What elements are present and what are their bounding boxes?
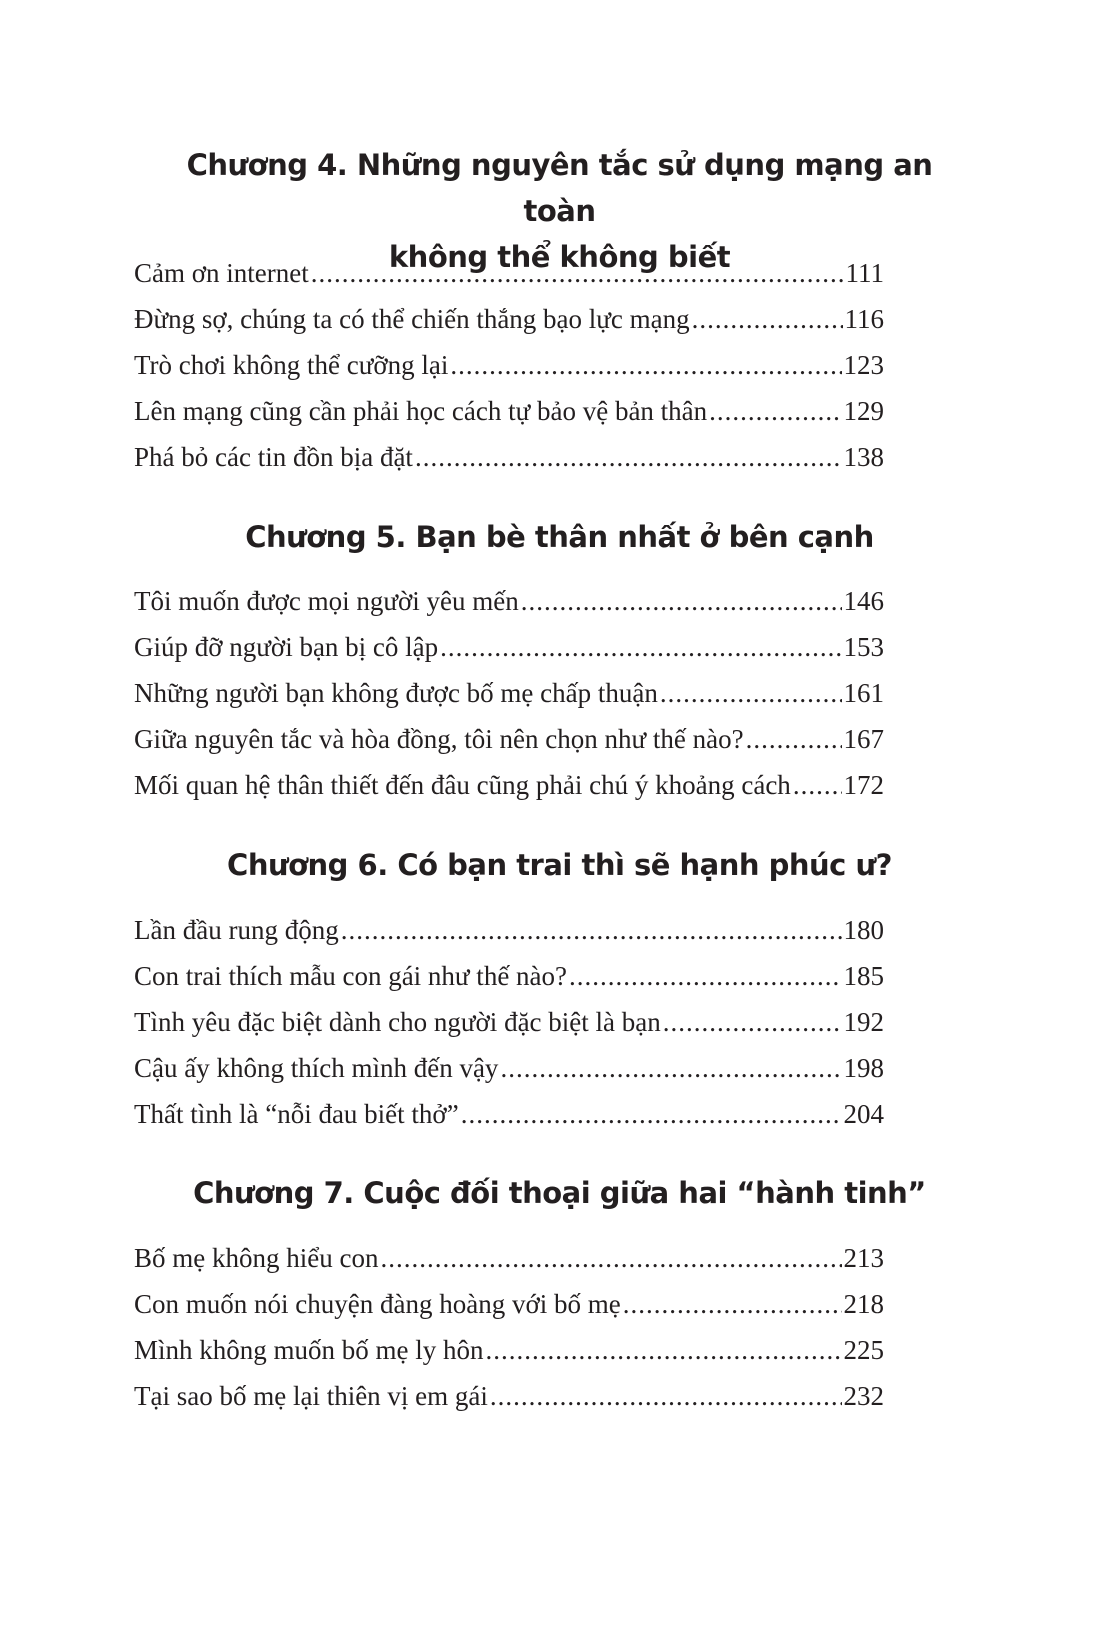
- toc-entry-title: Cảm ơn internet: [134, 258, 309, 288]
- toc-entry-page: 204: [843, 1099, 884, 1129]
- toc-entry-page: 172: [843, 770, 884, 800]
- dot-leader: [500, 1045, 841, 1091]
- toc-entry[interactable]: [134, 907, 884, 953]
- toc-entry[interactable]: [134, 670, 884, 716]
- toc-entry-title: Phá bỏ các tin đồn bịa đặt: [134, 442, 413, 472]
- dot-leader: [793, 762, 842, 808]
- toc-entry-title: Giữa nguyên tắc và hòa đồng, tôi nên chọn như thế nào?: [134, 724, 744, 754]
- toc-entry[interactable]: [134, 342, 884, 388]
- dot-leader: [623, 1281, 842, 1327]
- dot-leader: [415, 434, 842, 480]
- dot-leader: [692, 296, 843, 342]
- toc-entry-title: Con trai thích mẫu con gái như thế nào?: [134, 961, 568, 991]
- chapter-5-section: [0, 514, 1119, 560]
- chapter-4-entries: [134, 250, 884, 480]
- chapter-5-title: [180, 514, 940, 560]
- toc-entry[interactable]: [134, 624, 884, 670]
- toc-entry-page: 111: [845, 258, 884, 288]
- toc-entry[interactable]: [134, 999, 884, 1045]
- toc-entry-page: 116: [844, 304, 884, 334]
- toc-entry-title: Lên mạng cũng cần phải học cách tự bảo vệ bản thân: [134, 396, 708, 426]
- toc-entry[interactable]: [134, 296, 884, 342]
- chapter-5-title-line1: Chương 5. Bạn bè thân nhất ở bên cạnh: [245, 520, 874, 554]
- toc-entry[interactable]: [134, 388, 884, 434]
- toc-entry-title: Giúp đỡ người bạn bị cô lập: [134, 632, 439, 662]
- toc-entry-title: Những người bạn không được bố mẹ chấp thuận: [134, 678, 658, 708]
- toc-entry[interactable]: [134, 250, 884, 296]
- toc-entry-page: 153: [843, 632, 884, 662]
- dot-leader: [663, 999, 842, 1045]
- chapter-7-title: [180, 1170, 940, 1216]
- dot-leader: [709, 388, 841, 434]
- toc-entry-page: 138: [843, 442, 884, 472]
- dot-leader: [746, 716, 842, 762]
- toc-entry-page: 192: [843, 1007, 884, 1037]
- chapter-6-section: [0, 842, 1119, 888]
- chapter-6-entries: [134, 907, 884, 1137]
- chapter-4-title-line2: không thể không biết: [388, 240, 731, 274]
- toc-entry-page: 180: [843, 915, 884, 945]
- toc-entry-title: Tình yêu đặc biệt dành cho người đặc biệt là bạn: [134, 1007, 661, 1037]
- toc-entry-title: Trò chơi không thể cưỡng lại: [134, 350, 449, 380]
- toc-entry-title: Con muốn nói chuyện đàng hoàng với bố mẹ: [134, 1289, 621, 1319]
- toc-entry-page: 213: [843, 1243, 884, 1273]
- chapter-7-entries: [134, 1235, 884, 1419]
- toc-entry-title: Đừng sợ, chúng ta có thể chiến thắng bạo lực mạng: [134, 304, 690, 334]
- toc-entry[interactable]: [134, 1327, 884, 1373]
- toc-entry[interactable]: [134, 1235, 884, 1281]
- dot-leader: [660, 670, 842, 716]
- toc-entry[interactable]: [134, 762, 884, 808]
- toc-entry-page: 232: [843, 1381, 884, 1411]
- chapter-6-title-line1: Chương 6. Có bạn trai thì sẽ hạnh phúc ư?: [227, 848, 892, 882]
- toc-entry[interactable]: [134, 1281, 884, 1327]
- toc-entry-title: Mối quan hệ thân thiết đến đâu cũng phải chú ý khoảng cách: [134, 770, 791, 800]
- toc-entry-page: 198: [843, 1053, 884, 1083]
- dot-leader: [569, 953, 841, 999]
- dot-leader: [490, 1373, 842, 1419]
- toc-entry-title: Mình không muốn bố mẹ ly hôn: [134, 1335, 484, 1365]
- chapter-7-title-line1: Chương 7. Cuộc đối thoại giữa hai “hành tinh”: [193, 1176, 926, 1210]
- toc-entry-title: Lần đầu rung động: [134, 915, 339, 945]
- toc-entry[interactable]: [134, 1373, 884, 1419]
- toc-entry-page: 123: [843, 350, 884, 380]
- toc-entry-page: 218: [843, 1289, 884, 1319]
- dot-leader: [341, 907, 842, 953]
- toc-entry-page: 161: [843, 678, 884, 708]
- toc-entry[interactable]: [134, 1045, 884, 1091]
- dot-leader: [311, 250, 844, 296]
- chapter-4-title-line1: Chương 4. Những nguyên tắc sử dụng mạng an toàn: [186, 148, 933, 228]
- chapter-5-entries: [134, 578, 884, 808]
- toc-entry[interactable]: [134, 953, 884, 999]
- toc-entry-page: 185: [843, 961, 884, 991]
- toc-entry[interactable]: [134, 716, 884, 762]
- dot-leader: [521, 578, 842, 624]
- toc-entry-page: 167: [843, 724, 884, 754]
- toc-entry-title: Thất tình là “nỗi đau biết thở”: [134, 1099, 459, 1129]
- toc-entry-title: Bố mẹ không hiểu con: [134, 1243, 379, 1273]
- toc-entry-page: 129: [843, 396, 884, 426]
- toc-entry[interactable]: [134, 434, 884, 480]
- toc-entry-title: Tại sao bố mẹ lại thiên vị em gái: [134, 1381, 488, 1411]
- dot-leader: [486, 1327, 842, 1373]
- dot-leader: [440, 624, 841, 670]
- chapter-7-section: [0, 1170, 1119, 1216]
- dot-leader: [461, 1091, 842, 1137]
- toc-entry[interactable]: [134, 1091, 884, 1137]
- toc-entry[interactable]: [134, 578, 884, 624]
- toc-entry-page: 146: [843, 586, 884, 616]
- dot-leader: [380, 1235, 841, 1281]
- toc-entry-title: Tôi muốn được mọi người yêu mến: [134, 586, 519, 616]
- chapter-6-title: [180, 842, 940, 888]
- toc-entry-title: Cậu ấy không thích mình đến vậy: [134, 1053, 499, 1083]
- dot-leader: [450, 342, 841, 388]
- toc-entry-page: 225: [843, 1335, 884, 1365]
